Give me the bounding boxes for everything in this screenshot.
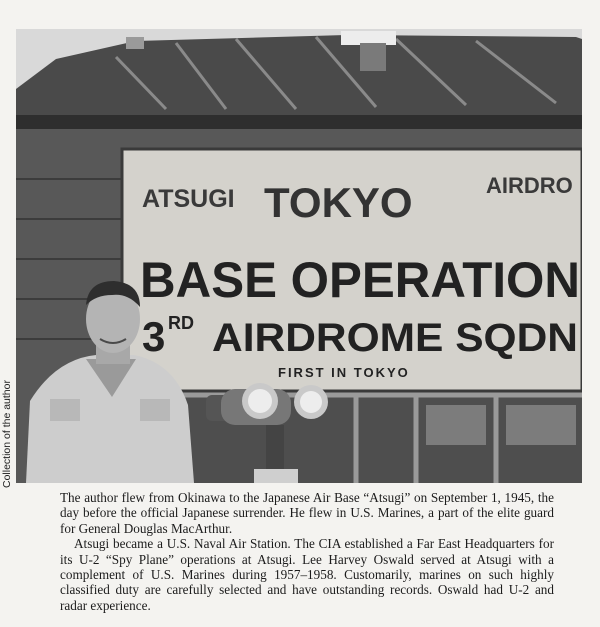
sign-text-3: 3 [142,313,166,360]
sign-text-base-operation: BASE OPERATION [140,252,580,308]
sign-text-rd: RD [168,313,194,333]
sign-text-airdro: AIRDRO [486,173,573,198]
historical-photo [16,29,582,483]
caption-paragraph-1: The author flew from Okinawa to the Japanese Air Base “Atsugi” on September 1, 1945, the day before the official Japanese surrender. He flew in U.S. Marines, a part of the elite guard for General Douglas MacArthur. [60,490,554,536]
sign-text-atsugi: ATSUGI [142,185,235,213]
photo-credit: Collection of the author [1,380,13,488]
sign-text-tokyo: TOKYO [264,179,413,226]
sign-text-first-in-tokyo: FIRST IN TOKYO [278,365,410,380]
sign-text-airdrome-sqdn: AIRDROME SQDN [212,316,578,360]
photo-caption [60,490,554,613]
photo-scene [16,29,582,483]
caption-paragraph-2: Atsugi became a U.S. Naval Air Station. The CIA established a Far East Headquarters for its U-2 “Spy Plane” operations at Atsugi. Lee Harvey Oswald served at Atsugi with a complement of U.S. Marines during 1957–1958. Customarily, marines on such highly classified duty are carefully selected and have outstanding records. Oswald had U-2 and radar experience. [60,536,554,613]
